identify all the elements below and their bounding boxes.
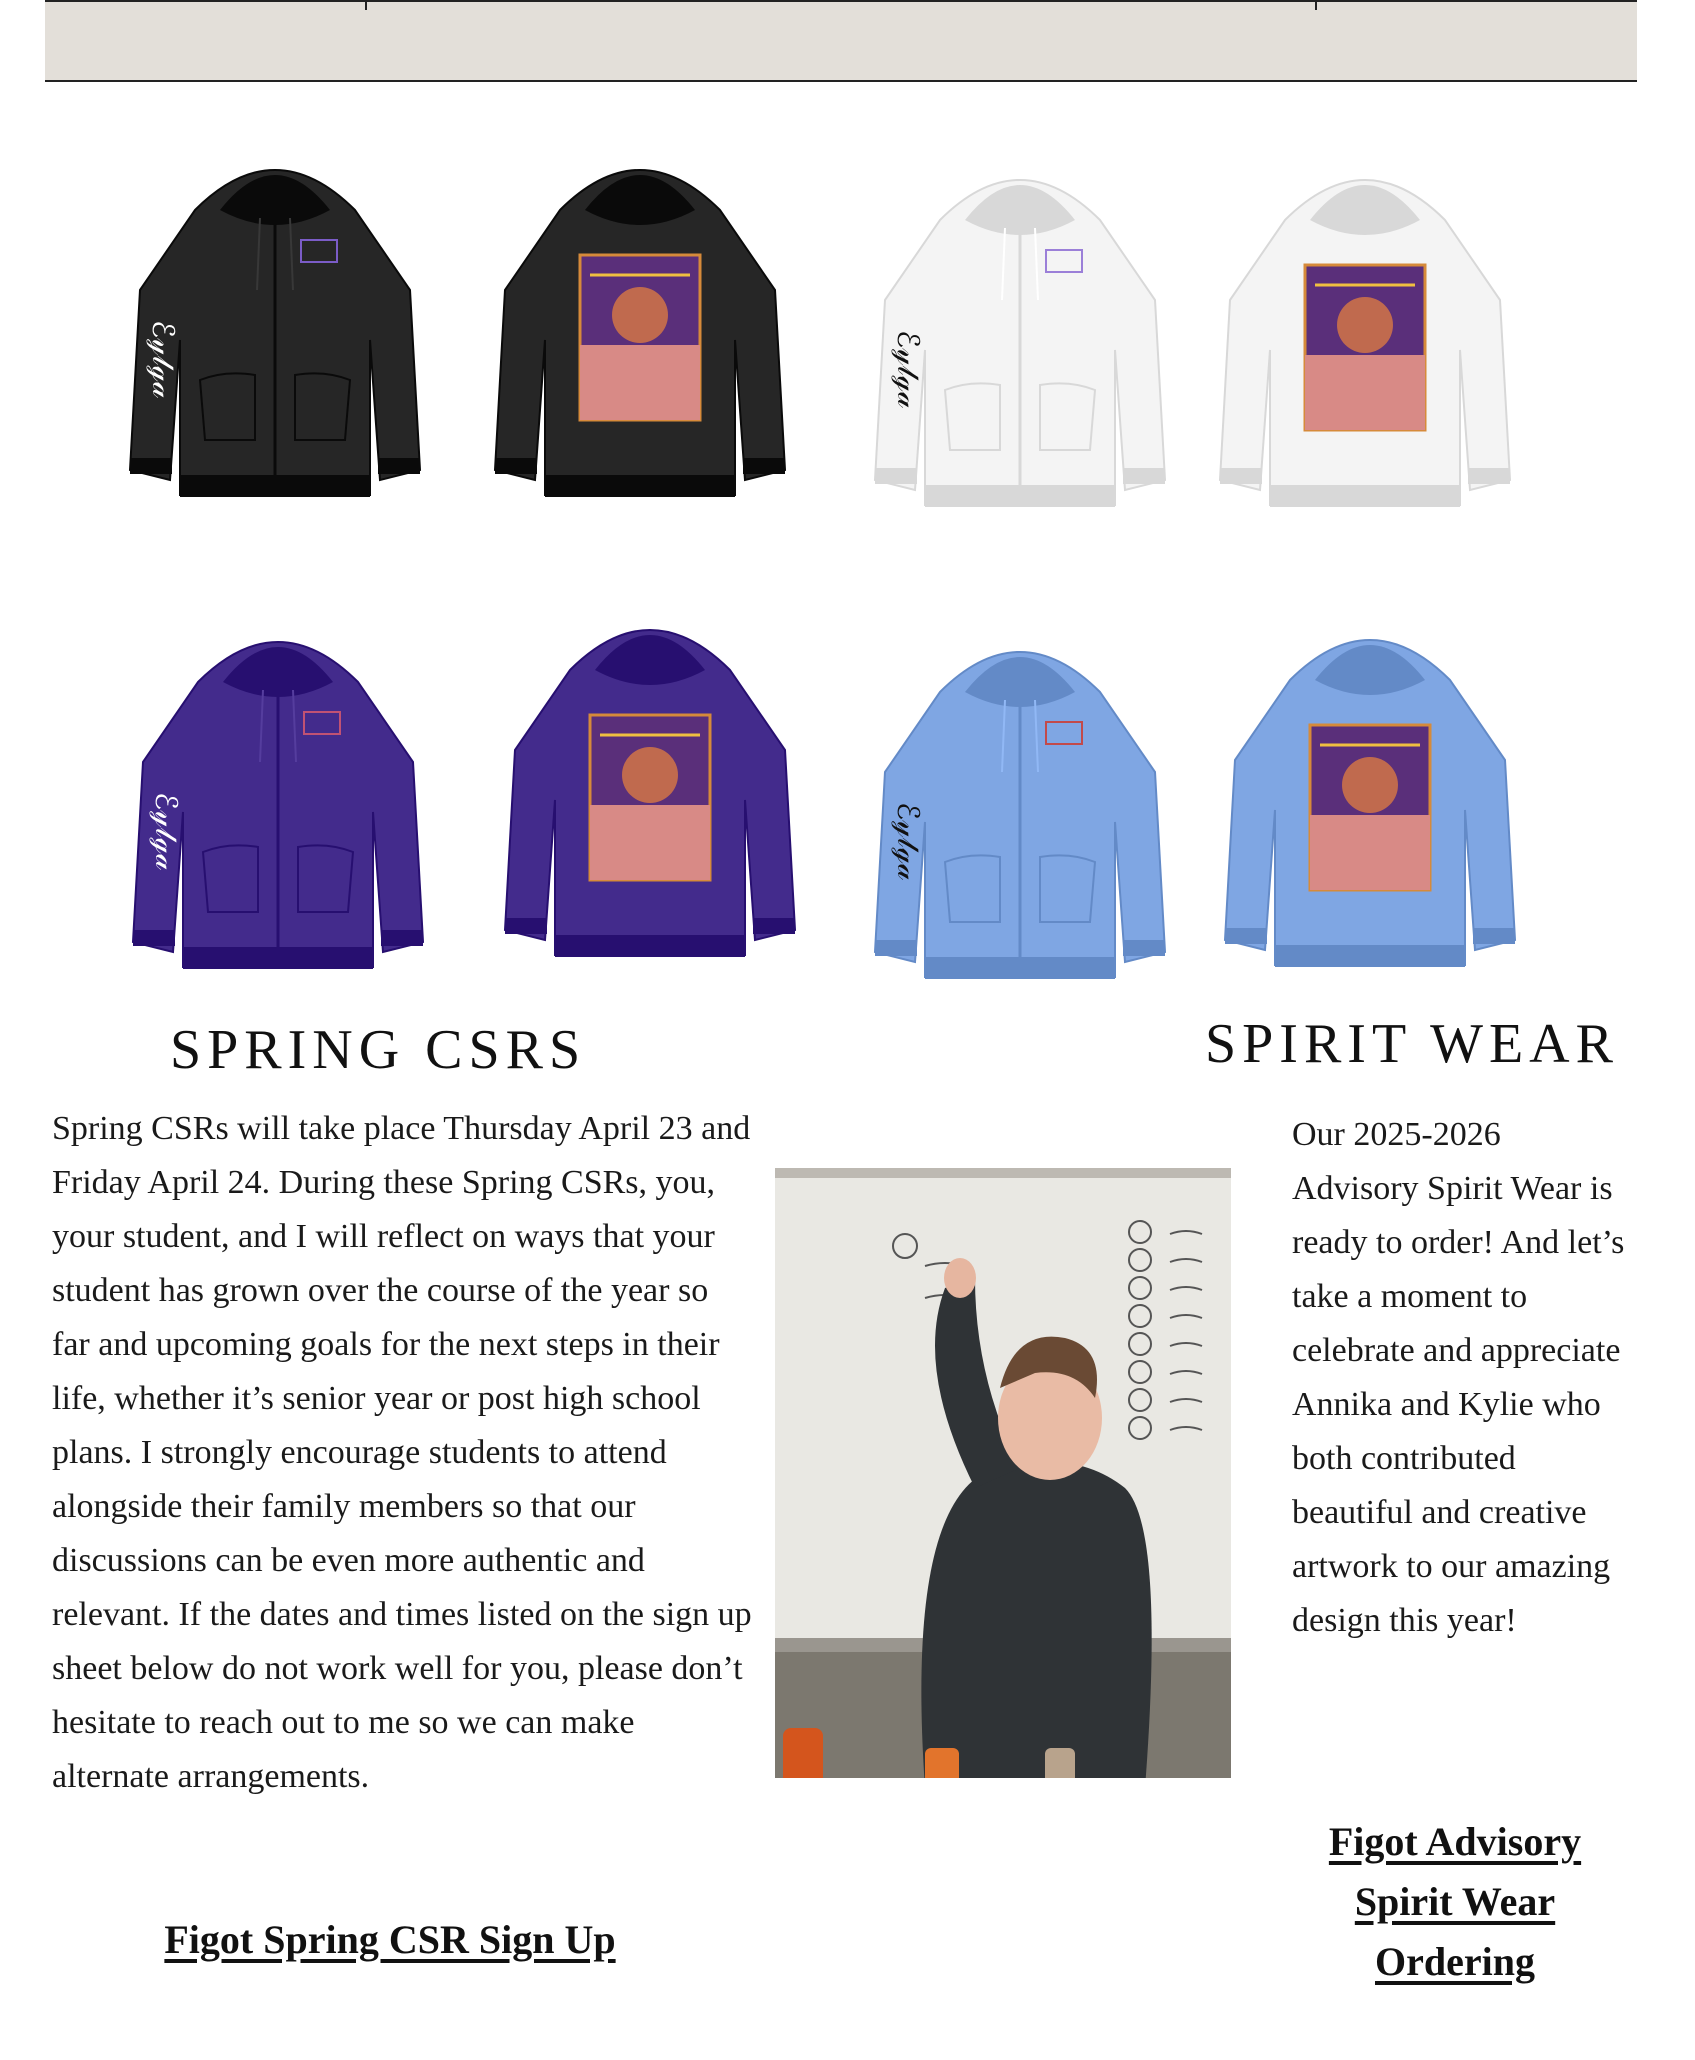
hoodie-front-image — [125, 140, 425, 510]
header-divider — [365, 2, 367, 10]
spring-csrs-paragraph: Spring CSRs will take place Thursday April 23 and Friday April 24. During these Spring CSRs, you, your student, and I will reflect on ways that your student has grown over the course of the year so far and upcoming goals for the next steps in their life, whether it’s senior year or post high school plans. I strongly encourage students to attend alongside their family members so that our discussions can be even more authentic and relevant. If the dates and times listed on the sign up sheet below do not work well for you, please don’t hesitate to reach out to me so we can make alternate arrangements. — [52, 1110, 752, 1795]
svg-text:ℰ𝓎𝓁ℊ𝒶: ℰ𝓎𝓁ℊ𝒶 — [890, 330, 925, 409]
svg-text:ℰ𝓎𝓁ℊ𝒶: ℰ𝓎𝓁ℊ𝒶 — [148, 792, 183, 871]
hoodie-back-image — [1220, 610, 1520, 980]
photo-student-tasting — [775, 1168, 1231, 1778]
spirit-wear-link-line[interactable]: Figot Advisory — [1328, 1819, 1582, 1864]
hoodie-back-image — [1215, 150, 1515, 520]
spirit-wear-ordering-link[interactable] — [1280, 1812, 1630, 1992]
spring-csr-signup-link[interactable]: Figot Spring CSR Sign Up — [164, 1917, 616, 1962]
hoodie-back-image — [500, 600, 800, 970]
spirit-wear-heading: SPIRIT WEAR — [1205, 1013, 1619, 1075]
header-band — [45, 0, 1637, 82]
hoodie-front-image — [870, 150, 1170, 520]
spring-csrs-heading: SPRING CSRS — [170, 1019, 587, 1081]
spirit-wear-link-line[interactable]: Ordering — [1375, 1939, 1535, 1984]
spirit-wear-paragraph: Our 2025-2026 Advisory Spirit Wear is ready to order! And let’s take a moment to celebrate and appreciate Annika and Kylie who both contributed beautiful and creative artwork to our amazing design this year! — [1292, 1116, 1625, 1639]
hoodie-front-image — [870, 622, 1170, 992]
header-divider — [1315, 2, 1317, 10]
hoodie-front-image — [128, 612, 428, 982]
classroom-photo — [775, 1168, 1231, 1778]
svg-text:ℰ𝓎𝓁ℊ𝒶: ℰ𝓎𝓁ℊ𝒶 — [145, 320, 180, 399]
spirit-wear-link-line[interactable]: Spirit Wear — [1354, 1879, 1556, 1924]
svg-text:ℰ𝓎𝓁ℊ𝒶: ℰ𝓎𝓁ℊ𝒶 — [890, 802, 925, 881]
hoodie-back-image — [490, 140, 790, 510]
